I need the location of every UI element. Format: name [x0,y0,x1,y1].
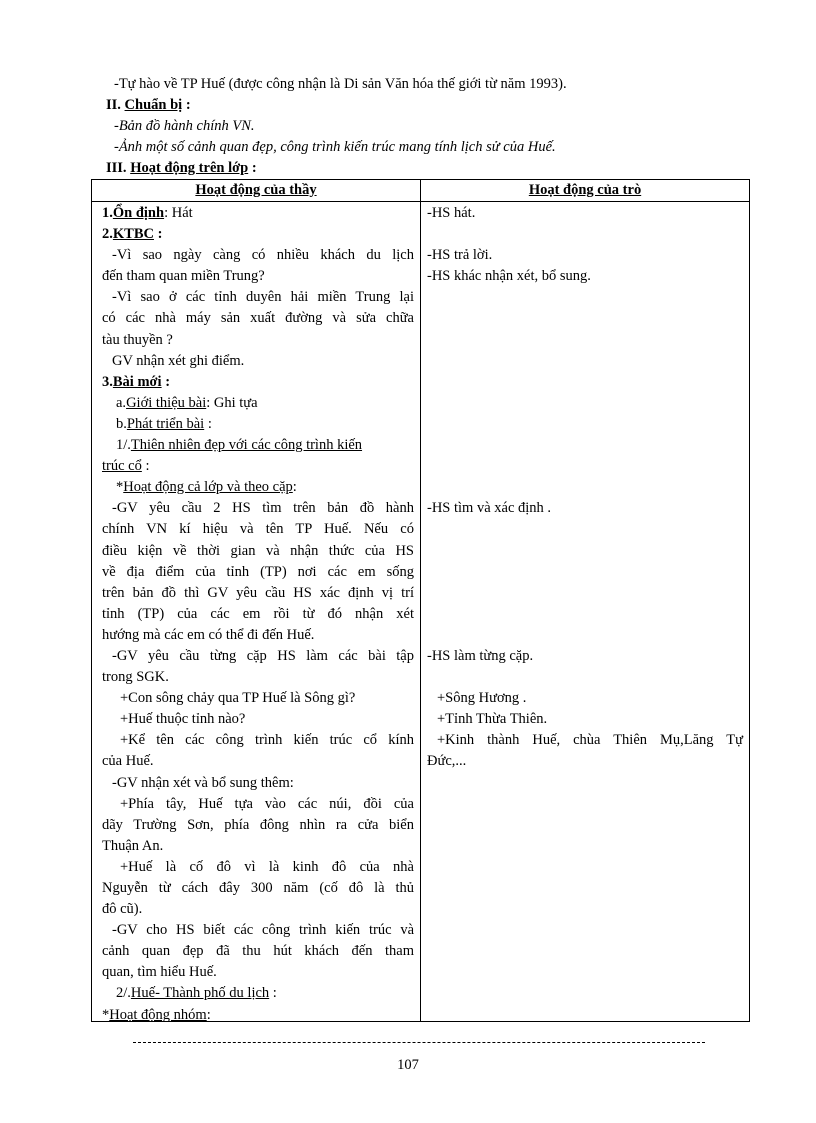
teacher-line: -GV nhận xét và bổ sung thêm: [112,774,294,791]
blank-line [427,351,743,372]
section-activities-heading [106,158,746,179]
teacher-line: +Kể tên các công trình kiến trúc cổ kính [120,732,414,749]
student-line: -HS trả lời. [427,247,493,264]
step-prefix: b. [116,415,127,432]
blank-line [427,372,743,393]
step-prefix: * [116,479,124,496]
teacher-line: +Con sông chảy qua TP Huế là Sông gì? [120,690,356,707]
blank-line [427,519,743,540]
student-line: Đức,... [427,753,467,770]
student-line: -HS làm từng cặp. [427,647,534,664]
lesson-header [106,74,746,179]
teacher-line: trên bản đồ thì GV yêu cầu HS xác định vị trí [102,584,414,601]
step-prefix: a. [116,394,127,411]
teacher-line: Thuận An. [102,837,164,854]
header-label: Hoạt động của thầy [195,182,317,198]
teacher-line: cảnh quan đẹp đã thu hút khách đến tham [102,943,414,960]
section-number: II. [106,97,125,113]
step-title: trúc cổ [102,458,142,475]
teacher-line [102,372,414,393]
teacher-line: quan, tìm hiểu Huế. [102,964,217,981]
header-label: Hoạt động của trò [528,182,642,198]
step-title: KTBC [112,226,154,243]
teacher-line: +Phía tây, Huế tựa vào các núi, đồi của [120,795,414,812]
teacher-line: trong SGK. [102,669,169,686]
blank-line [427,393,743,414]
teacher-line: của Huế. [102,753,154,770]
student-column-header [421,180,750,202]
student-line: +Sông Hương . [437,690,527,707]
student-line: +Kinh thành Huế, chùa Thiên Mụ,Lăng Tự [437,732,743,749]
section-title: Chuẩn bị [124,97,183,113]
step-tail: : [269,985,277,1002]
section-title: Hoạt động trên lớp [130,160,249,176]
blank-line [427,625,743,646]
step-title: Hoạt động nhóm [109,1006,207,1023]
step-title: Thiên nhiên đẹp với các công trình kiến [130,437,363,454]
blank-line [427,308,743,329]
blank-line [427,456,743,477]
blank-line [427,414,743,435]
student-activities-cell [421,202,750,1022]
teacher-line: điều kiện về thời gian và nhận thức của HS [102,542,414,559]
teacher-line: -Vì sao ở các tỉnh duyên hải miền Trung lại [112,289,414,306]
step-title: Phát triển bài [126,415,205,432]
teacher-line: chính VN kí hiệu và tên TP Huế. Nếu có [102,521,414,538]
teacher-line: GV nhận xét ghi điểm. [112,352,245,369]
blank-line [427,287,743,308]
blank-line [427,583,743,604]
blank-line [427,330,743,351]
blank-line [427,435,743,456]
teacher-line: -GV cho HS biết các công trình kiến trúc và [112,922,414,939]
activities-table [91,179,750,1022]
teacher-line: hướng mà các em có thể đi đến Huế. [102,626,315,643]
step-prefix: * [102,1006,110,1023]
step-tail: : [141,458,150,475]
teacher-line: dãy Trường Sơn, phía đông nhìn ra cửa biển [102,816,414,833]
teacher-line [102,203,414,224]
teacher-line: về địa điểm của tỉnh (TP) nơi các em sống [102,563,414,580]
section-number: III. [106,160,131,176]
step-tail: : [161,373,171,390]
teacher-line: đến tham quan miền Trung? [102,268,265,285]
teacher-line [102,983,414,1004]
teacher-line: tỉnh (TP) của các em rồi từ đó nhận xét [102,605,414,622]
student-line: -HS tìm và xác định . [427,500,552,517]
student-line: -HS khác nhận xét, bổ sung. [427,268,591,285]
teacher-line: có các nhà máy sản xuất đường và sửa chữa [102,310,414,327]
step-prefix: 1/. [116,437,131,454]
page-number: 107 [397,1057,419,1073]
step-number: 1. [102,205,113,221]
teacher-line: +Huế thuộc tỉnh nào? [120,711,246,728]
material-line: -Bản đồ hành chính VN. [114,118,255,134]
teacher-line: tàu thuyền ? [102,331,173,348]
teacher-line: Nguyễn từ cách đây 300 năm (cố đô là thủ [102,880,414,896]
step-prefix: 2/. [116,985,131,1002]
teacher-line: đô cũ). [102,901,143,918]
blank-line [427,224,743,245]
footer-divider [133,1042,705,1043]
teacher-line: +Huế là cố đô vì là kinh đô của nhà [120,858,414,875]
step-tail: : [292,479,297,496]
step-title: Bài mới [112,373,162,390]
teacher-line [102,456,414,477]
step-title: Huế- Thành phố du lịch [130,985,270,1002]
blank-line [427,604,743,625]
blank-line [427,562,743,583]
teacher-line: -GV yêu cầu từng cặp HS làm các bài tập [112,647,414,664]
section-tail: : [182,97,191,113]
teacher-line [102,477,414,498]
teacher-column-header [92,180,421,202]
section-preparation-heading [106,95,746,116]
step-title: Giới thiệu bài [126,394,207,411]
step-title: Ổn định [112,205,165,221]
section-tail: : [248,160,257,176]
teacher-line: -GV yêu cầu 2 HS tìm trên bản đồ hành [112,500,414,517]
teacher-line [102,435,414,456]
step-tail: : [153,226,163,243]
teacher-line [102,224,414,245]
step-number: 3. [102,373,113,390]
teacher-line [102,393,414,414]
step-tail: : Ghi tựa [206,394,258,411]
step-tail: : [206,1006,211,1023]
teacher-line: -Vì sao ngày càng có nhiều khách du lịch [112,247,414,264]
step-tail: : Hát [164,205,193,221]
material-line: -Ảnh một số cảnh quan đẹp, công trình kiến trúc mang tính lịch sử của Huế. [114,139,556,155]
step-tail: : [204,415,212,432]
student-line: +Tỉnh Thừa Thiên. [437,711,548,728]
student-line: -HS hát. [427,205,476,221]
teacher-line [102,1005,414,1026]
objective-line: -Tự hào về TP Huế (được công nhận là Di sản Văn hóa thế giới từ năm 1993). [114,76,567,92]
blank-line [427,667,743,688]
teacher-activities-cell [92,202,421,1022]
step-title: Hoạt động cả lớp và theo cặp [123,479,293,496]
blank-line [427,541,743,562]
blank-line [427,477,743,498]
step-number: 2. [102,226,113,243]
teacher-line [102,414,414,435]
